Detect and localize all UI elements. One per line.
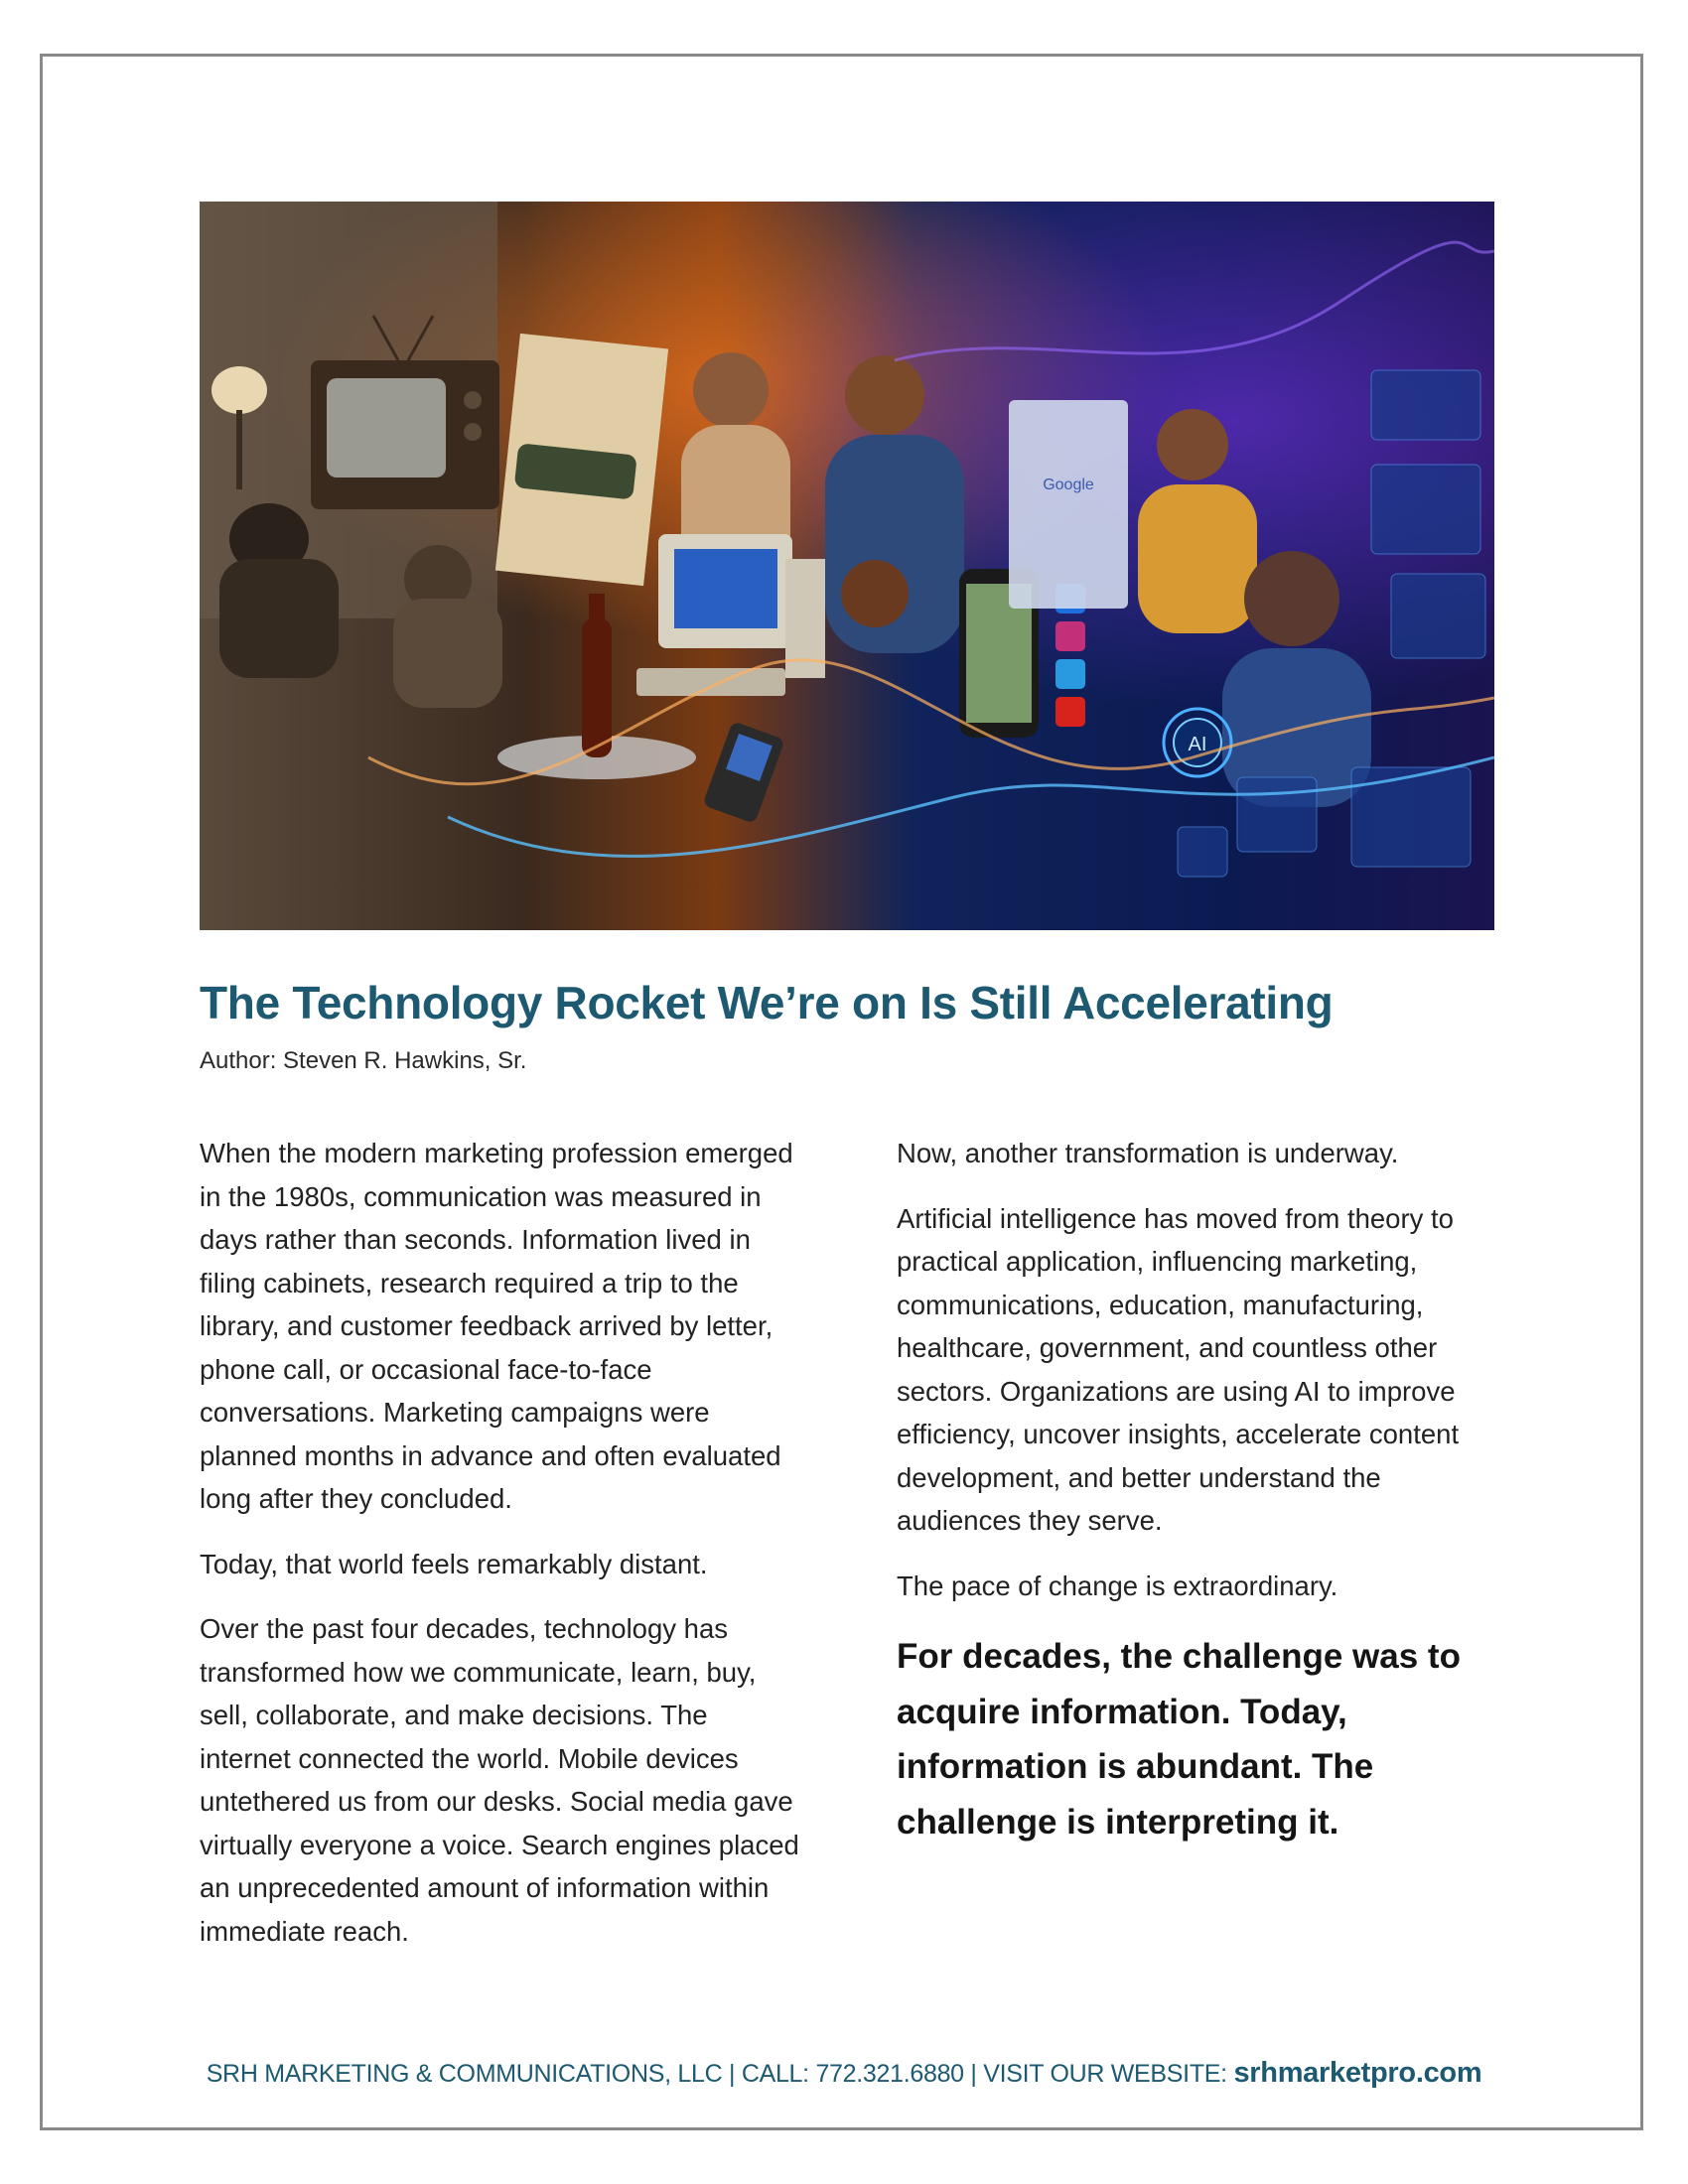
footer bbox=[0, 2057, 1688, 2090]
website-link[interactable]: srhmarketpro.com bbox=[1233, 2057, 1482, 2089]
left-column bbox=[200, 1132, 805, 1975]
newspaper-ad-icon bbox=[495, 334, 668, 586]
search-browser-icon bbox=[1009, 400, 1128, 609]
paragraph: Over the past four decades, technology has transformed how we communicate, learn, buy, sell, collaborate, and make decisions. The internet connected the world. Mobile devices untethered us from our desks. Social media gave virtually everyone a voice. Search engines placed an unprecedented amount of information within immediate reach. bbox=[200, 1613, 799, 1947]
pull-quote: For decades, the challenge was to acquire information. Today, information is abundant. The challenge is interpreting it. bbox=[897, 1637, 1461, 1842]
paragraph: When the modern marketing profession emerged in the 1980s, communication was measured in days rather than seconds. Information lived in filing cabinets, research required a trip to the library, and customer feedback arrived by letter, phone call, or occasional face-to-face conversations. Marketing campaigns were planned months in advance and often evaluated long after they concluded. bbox=[200, 1138, 793, 1514]
right-column bbox=[897, 1132, 1502, 1871]
svg-text:AI: AI bbox=[1188, 734, 1207, 755]
ai-badge-icon bbox=[1164, 709, 1231, 776]
hero-illustration bbox=[200, 202, 1494, 930]
paragraph: The pace of change is extraordinary. bbox=[897, 1570, 1338, 1601]
paragraph: Today, that world feels remarkably distant. bbox=[200, 1548, 708, 1579]
footer-contact: SRH MARKETING & COMMUNICATIONS, LLC | CALL: 772.321.6880 | VISIT OUR WEBSITE: bbox=[206, 2060, 1234, 2088]
author-line: Author: Steven R. Hawkins, Sr. bbox=[200, 1047, 527, 1074]
svg-text:Google: Google bbox=[1043, 477, 1094, 493]
paragraph: Artificial intelligence has moved from theory to practical application, influencing marketing, communications, education, manufacturing, healthcare, government, and countless other sectors. Organizations are using AI to improve efficiency, uncover insights, accelerate content development, and better understand the audiences they serve. bbox=[897, 1202, 1460, 1536]
article-title: The Technology Rocket We’re on Is Still Accelerating bbox=[200, 977, 1334, 1028]
paragraph: Now, another transformation is underway. bbox=[897, 1138, 1399, 1168]
